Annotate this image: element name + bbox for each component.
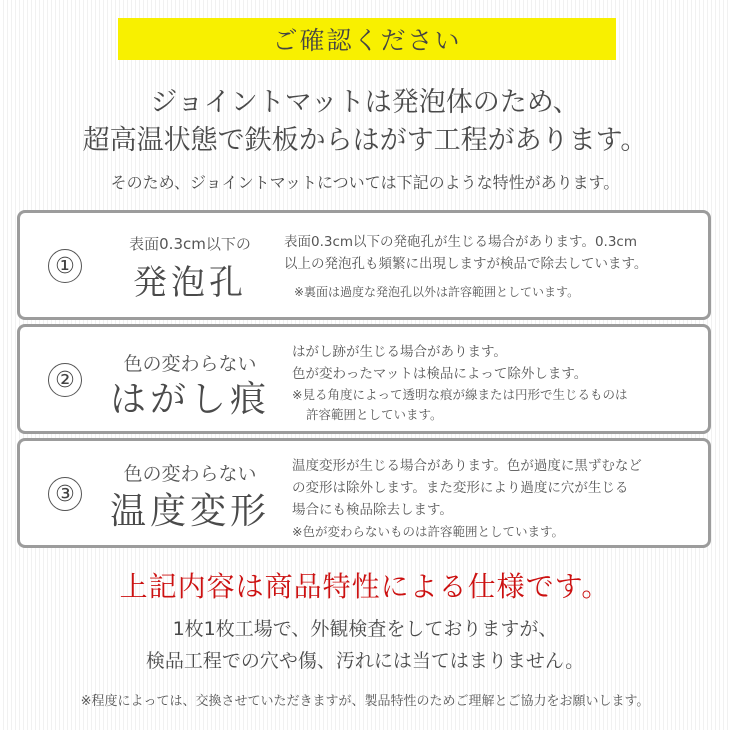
description-note: 許容範囲としています。 bbox=[306, 407, 443, 422]
card-subtitle: 色の変わらない bbox=[123, 463, 257, 485]
card-subtitle: 色の変わらない bbox=[123, 353, 257, 375]
description-note: ※色が変わらないものは許容範囲としています。 bbox=[292, 524, 564, 539]
description-line: 表面0.3cm以下の発砲孔が生じる場合があります。0.3cm bbox=[284, 234, 638, 250]
description-line: の変形は除外します。また変形により過度に穴が生じる bbox=[292, 480, 629, 496]
notice-banner bbox=[118, 18, 616, 60]
card-title: 発泡孔 bbox=[133, 263, 247, 303]
description-note: ※見る角度によって透明な痕が線または円形で生じるものは bbox=[292, 387, 628, 402]
card-description bbox=[292, 341, 717, 425]
notice-title: ご確認ください bbox=[272, 26, 462, 55]
description-note: ※裏面は過度な発泡孔以外は許容範囲としています。 bbox=[294, 285, 580, 299]
specification-headline: 上記内容は商品特性による仕様です。 bbox=[119, 570, 611, 603]
characteristic-card-foam-holes bbox=[17, 210, 711, 320]
characteristic-card-peel-marks bbox=[17, 324, 711, 434]
card-description bbox=[284, 231, 709, 300]
description-line: 以上の発泡孔も頻繁に出現しますが検品で除去しています。 bbox=[284, 256, 648, 272]
card-title: はがし痕 bbox=[109, 379, 270, 420]
description-line: 温度変形が生じる場合があります。色が過度に黒ずむなど bbox=[292, 458, 642, 474]
characteristic-card-heat-deformation bbox=[17, 438, 711, 548]
outro-line-1: 1枚1枚工場で、外観検査をしておりますが、 bbox=[172, 618, 558, 640]
description-line: 色が変わったマットは検品によって除外します。 bbox=[292, 366, 588, 382]
footnote: ※程度によっては、交換させていただきますが、製品特性のためご理解とご協力をお願いします。 bbox=[80, 694, 650, 709]
card-number: ③ bbox=[48, 477, 82, 511]
description-line: 場合にも検品除去します。 bbox=[292, 502, 453, 518]
card-number: ② bbox=[48, 363, 82, 397]
description-line: はがし跡が生じる場合があります。 bbox=[292, 344, 507, 360]
card-title: 温度変形 bbox=[109, 491, 270, 532]
intro-line-1: ジョイントマットは発泡体のため、 bbox=[150, 87, 580, 118]
card-description bbox=[292, 455, 717, 543]
outro-line-2: 検品工程での穴や傷、汚れには当てはまりません。 bbox=[145, 650, 585, 672]
intro-line-3: そのため、ジョイントマットについては下記のような特性があります。 bbox=[110, 173, 620, 192]
card-number: ① bbox=[48, 249, 82, 283]
card-subtitle: 表面0.3cm以下の bbox=[129, 235, 251, 253]
intro-line-2: 超高温状態で鉄板からはがす工程があります。 bbox=[82, 125, 648, 156]
